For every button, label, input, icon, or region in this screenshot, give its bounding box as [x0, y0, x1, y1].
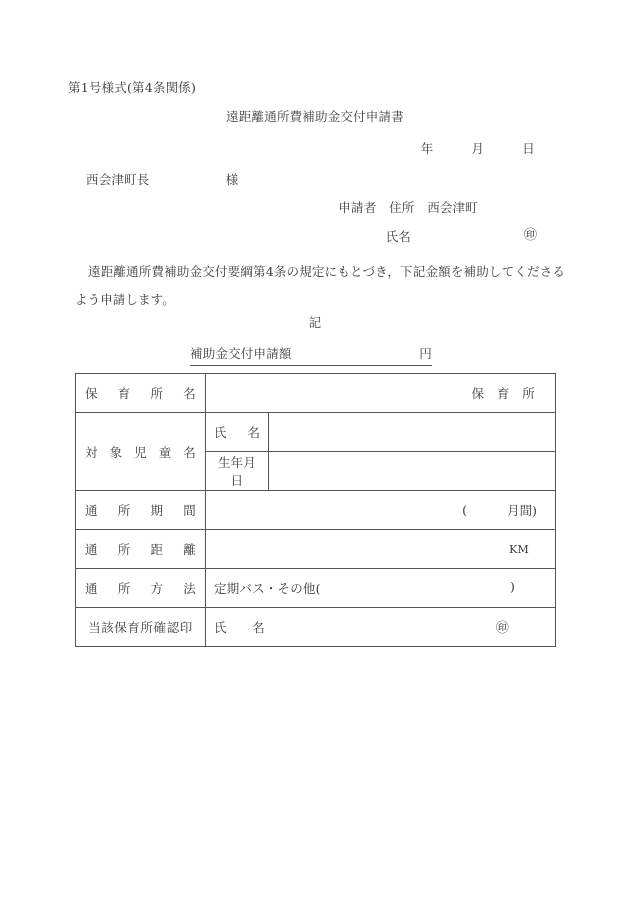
value-wrapper — [206, 579, 555, 597]
sub-label-child-fullname — [206, 413, 269, 452]
ki-mark: 記 — [308, 315, 322, 330]
seal-icon: ㊞ — [524, 228, 538, 243]
table-row — [76, 569, 556, 608]
row-label-attendance-period — [76, 491, 206, 530]
applicant-name-label: 氏名 — [385, 229, 411, 244]
value-text: 保 育 所 — [471, 386, 536, 401]
row-label-nursery-confirmation-seal — [76, 608, 206, 647]
label-text: 当該保育所確認印 — [88, 620, 193, 635]
page-title: 遠距離通所費補助金交付申請書 — [226, 109, 404, 124]
sub-label-child-birthdate — [206, 452, 269, 491]
row-label-nursery-name — [76, 374, 206, 413]
field-attendance-distance[interactable] — [206, 530, 556, 569]
label-text: 通所期間 — [85, 503, 196, 518]
date-line: 年 月 日 — [420, 141, 535, 156]
application-table — [75, 373, 556, 647]
amount-label: 補助金交付申請額 — [190, 346, 292, 361]
table-row — [76, 491, 556, 530]
field-nursery-confirmation-seal[interactable] — [206, 608, 556, 647]
table-row — [76, 608, 556, 647]
field-child-fullname[interactable] — [269, 413, 556, 452]
distance-unit: KM — [509, 542, 530, 556]
label-text: 生年月日 — [217, 455, 257, 488]
label-text: 通所方法 — [85, 581, 196, 596]
row-label-attendance-method — [76, 569, 206, 608]
row-label-child-name — [76, 413, 206, 491]
amount-unit: 円 — [419, 346, 432, 361]
form-number: 第1号様式(第4条関係) — [68, 80, 197, 95]
addressee-line: 西会津町長 様 — [86, 172, 239, 187]
value-wrapper — [206, 618, 555, 636]
value-text: 定期バス・その他( — [214, 581, 321, 596]
row-value-nursery-name[interactable] — [206, 374, 556, 413]
open-paren: ( — [462, 502, 468, 518]
label-text: 保育所名 — [85, 386, 196, 401]
row-label-attendance-distance — [76, 530, 206, 569]
label-text: 対象児童名 — [85, 444, 196, 460]
applicant-address-line: 申請者 住所 西会津町 — [338, 200, 478, 215]
table-row — [76, 530, 556, 569]
table-row — [76, 413, 556, 452]
field-attendance-period[interactable] — [206, 491, 556, 530]
value-wrapper — [206, 491, 555, 529]
field-attendance-method[interactable] — [206, 569, 556, 608]
table-row — [76, 374, 556, 413]
months-unit: 月間) — [507, 503, 538, 518]
value-text: 氏 名 — [214, 620, 265, 635]
body-paragraph: 遠距離通所費補助金交付要綱第4条の規定にもとづき，下記金額を補助してくださるよう申請します。 — [75, 264, 565, 307]
amount-line — [190, 344, 432, 366]
field-child-birthdate[interactable] — [269, 452, 556, 491]
label-text: 氏名 — [214, 425, 260, 440]
label-text: 通所距離 — [85, 542, 196, 557]
seal-icon: ㊞ — [495, 621, 510, 636]
close-paren: ) — [509, 579, 516, 594]
